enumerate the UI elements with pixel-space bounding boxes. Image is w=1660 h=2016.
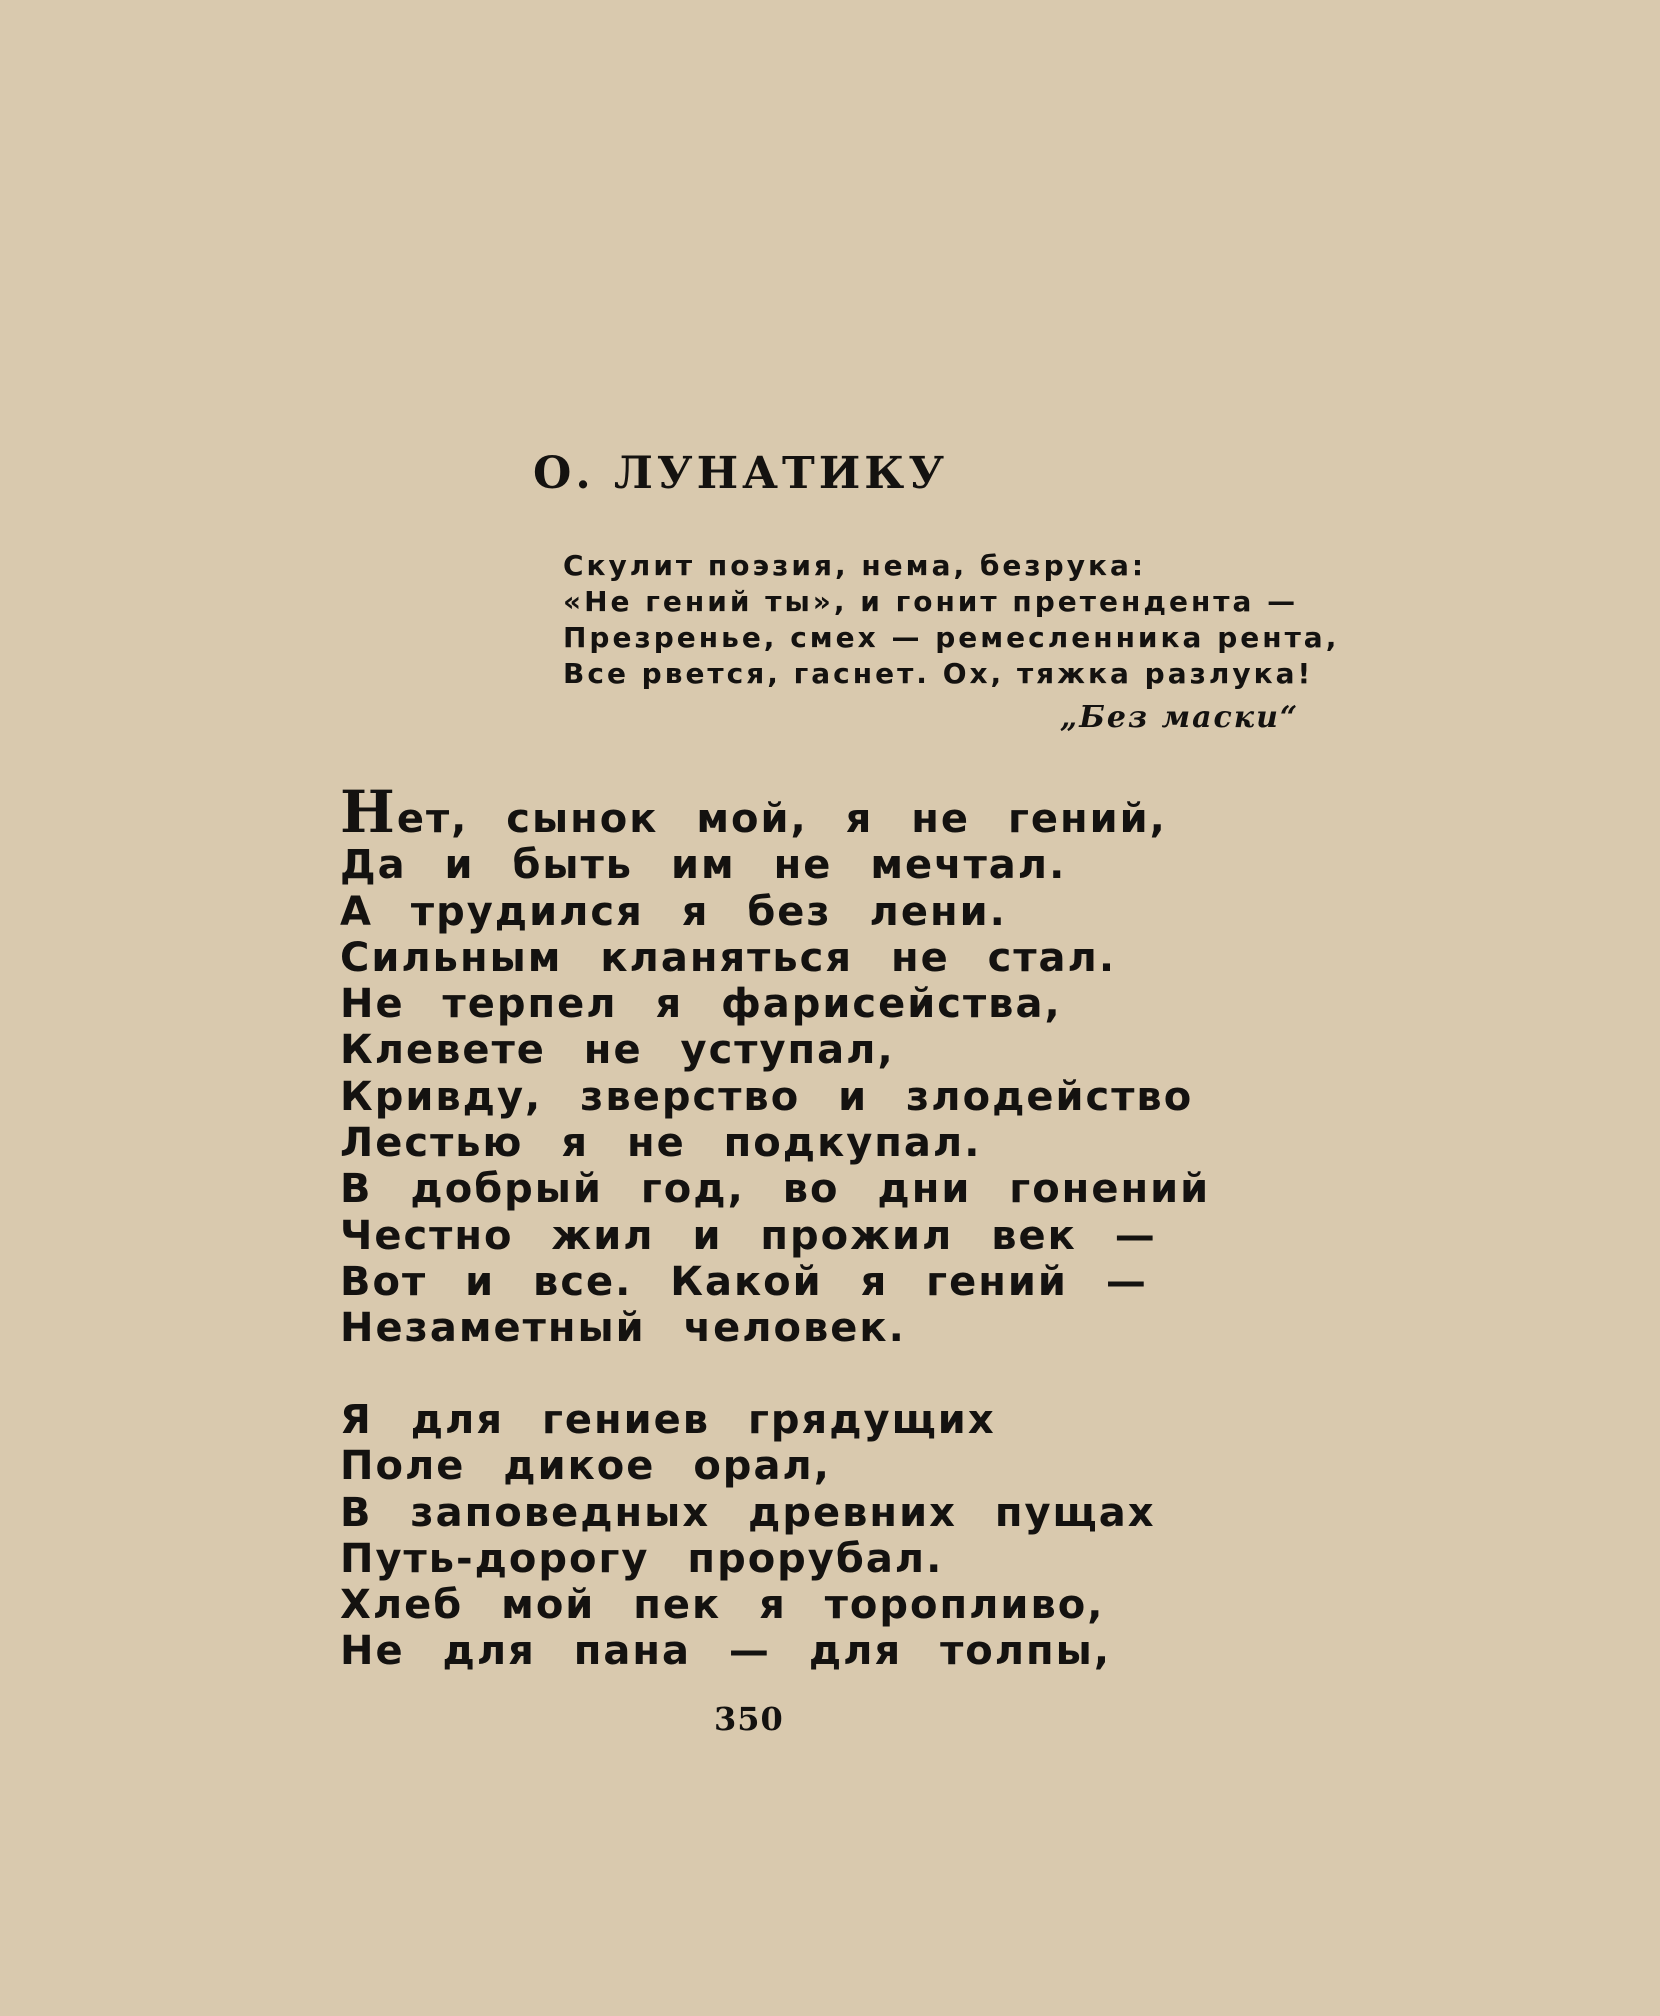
- poem-line: Клевете не уступал,: [340, 1027, 895, 1074]
- poem-line: Честно жил и прожил век —: [340, 1212, 1157, 1259]
- epigraph-line: Презренье, смех — ремесленника рента,: [563, 621, 1340, 654]
- poem-line: Путь-дорогу прорубал.: [340, 1535, 944, 1582]
- epigraph-line: Скулит поэзия, нема, безрука:: [563, 549, 1147, 582]
- poem-line: Не терпел я фарисейства,: [340, 981, 1062, 1028]
- poem-line: В добрый год, во дни гонений: [340, 1166, 1211, 1213]
- poem-line-first: [340, 778, 1210, 846]
- poem-line: Незаметный человек.: [340, 1305, 906, 1352]
- stanza-2: [340, 1397, 1156, 1675]
- poem-line: Да и быть им не мечтал.: [340, 842, 1067, 889]
- poem-line: Не для пана — для толпы,: [340, 1628, 1112, 1675]
- poem-line: Я для гениев грядущих: [340, 1397, 996, 1443]
- poem-line: А трудился я без лени.: [340, 888, 1007, 935]
- first-line-rest: ет, сынок мой, я не гений,: [396, 796, 1167, 842]
- drop-cap: Н: [340, 778, 397, 846]
- page-number: 350: [714, 1700, 784, 1738]
- poem-line: В заповедных древних пущах: [340, 1489, 1156, 1536]
- poem-title: О. ЛУНАТИКУ: [533, 448, 949, 499]
- poem-line: Кривду, зверство и злодейство: [340, 1073, 1194, 1120]
- stanza-1: [340, 778, 1211, 1352]
- epigraph: [563, 548, 1403, 692]
- epigraph-line: Все рвется, гаснет. Ох, тяжка разлука!: [563, 657, 1314, 690]
- poem-line: Вот и все. Какой я гений —: [340, 1258, 1148, 1305]
- poem-line: Хлеб мой пек я торопливо,: [340, 1582, 1105, 1629]
- poem-line: Поле дикое орал,: [340, 1443, 831, 1490]
- poem-line: Лестью я не подкупал.: [340, 1120, 982, 1167]
- epigraph-line: «Не гений ты», и гонит претендента —: [563, 585, 1299, 618]
- poem-line: Сильным кланяться не стал.: [340, 934, 1117, 981]
- epigraph-source: „Без маски“: [1060, 700, 1300, 735]
